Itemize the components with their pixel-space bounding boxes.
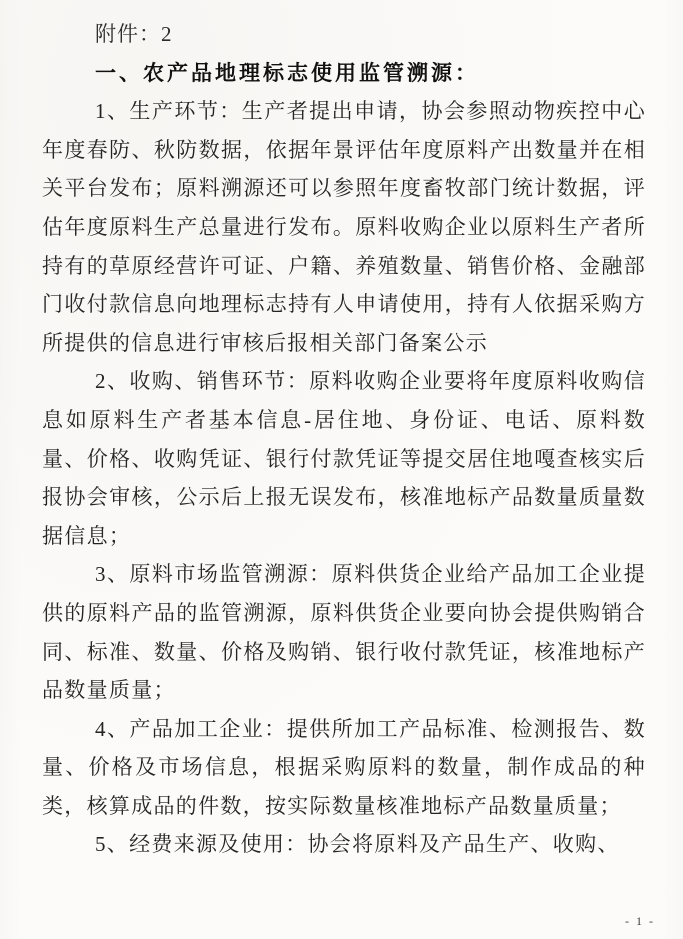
paragraph-market-supervision: 3、原料市场监管溯源：原料供货企业给产品加工企业提供的原料产品的监管溯源，原料供货企业要向协会提供购销合同、标准、数量、价格及购销、银行收付款凭证，核准地标产品数量质量； bbox=[42, 562, 646, 703]
section-heading: 一、农产品地理标志使用监管溯源： bbox=[95, 60, 479, 85]
paragraph-production: 1、生产环节：生产者提出申请，协会参照动物疾控中心年度春防、秋防数据，依据年景评估年度原料产出数量并在相关平台发布；原料溯源还可以参照年度畜牧部门统计数据，评估年度原料生产总量进行发布。原料收购企业以原料生产者所持有的草原经营许可证、户籍、养殖数量、销售价格、金融部门收付款信息向地理标志持有人申请使用，持有人依据采购方所提供的信息进行审核后报相关部门备案公示 bbox=[42, 99, 646, 355]
page-number: - 1 - bbox=[625, 914, 655, 928]
paragraph-funding: 5、经费来源及使用：协会将原料及产品生产、收购、 bbox=[95, 832, 620, 857]
attachment-label: 附件：2 bbox=[95, 22, 173, 46]
paragraph-processing-enterprise: 4、产品加工企业：提供所加工产品标准、检测报告、数量、价格及市场信息，根据采购原料的数量，制作成品的种类，核算成品的件数，按实际数量核准地标产品数量质量； bbox=[42, 716, 646, 818]
paragraph-purchase-sales: 2、收购、销售环节：原料收购企业要将年度原料收购信息如原料生产者基本信息-居住地、身份证、电话、原料数量、价格、收购凭证、银行付款凭证等提交居住地嘎查核实后报协会审核，公示后上报无误发布，核准地标产品数量质量数据信息； bbox=[42, 369, 646, 548]
